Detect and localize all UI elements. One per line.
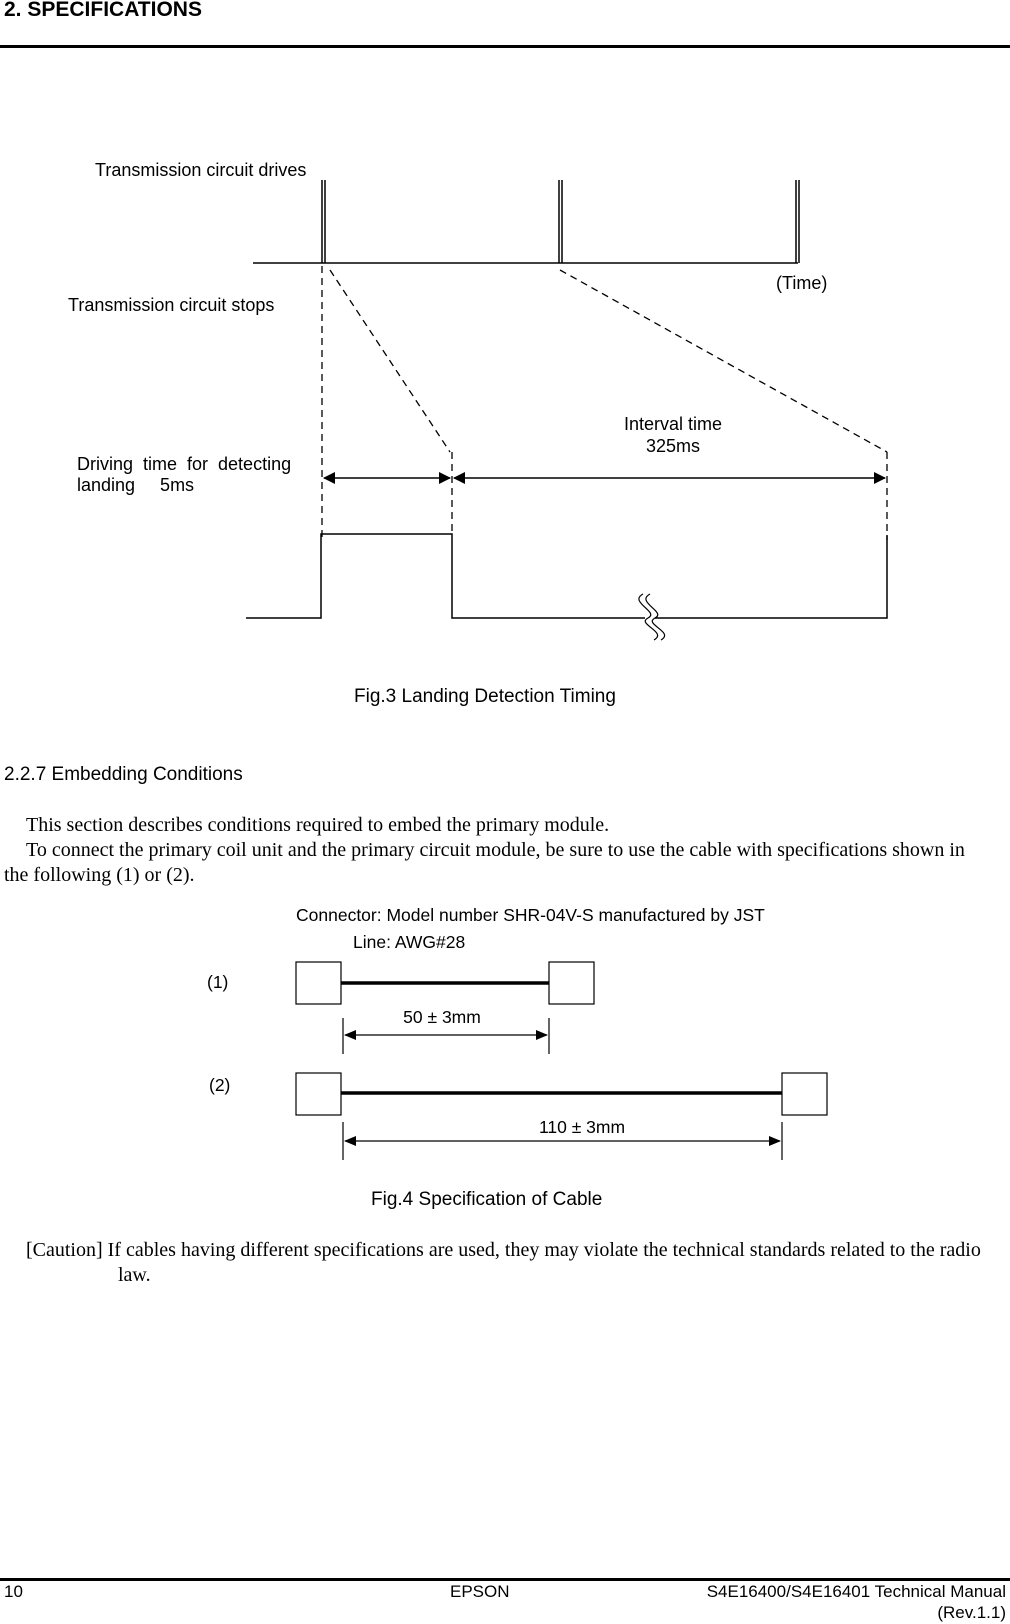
- connector-label: Connector: Model number SHR-04V-S manufactured by JST: [296, 905, 765, 925]
- label-transmission-drives: Transmission circuit drives: [95, 160, 307, 180]
- fig4-caption: Fig.4 Specification of Cable: [371, 1189, 603, 1210]
- landing-detection-timing-diagram: [0, 150, 1010, 650]
- connector-box: [782, 1073, 827, 1115]
- caution-note: [Caution] If cables having different specifications are used, they may violate the technical standards related to the radio law.: [26, 1239, 981, 1286]
- drive-pulse: [559, 180, 562, 263]
- label-interval-value: 325ms: [645, 436, 701, 456]
- break-symbol: [639, 594, 665, 640]
- connector-box: [296, 962, 341, 1004]
- item-1-label: (1): [207, 972, 229, 992]
- cable-specification-diagram: [0, 895, 1010, 1170]
- connector-box: [549, 962, 594, 1004]
- dashed-guide-lines: [322, 266, 887, 540]
- section-heading: 2.2.7 Embedding Conditions: [4, 764, 243, 785]
- page-header-title: 2. SPECIFICATIONS: [4, 0, 202, 21]
- paragraph-2: To connect the primary coil unit and the primary circuit module, be sure to use the cable with specifications shown in the following (1) or (2).: [4, 839, 965, 886]
- footer-company: EPSON: [450, 1582, 510, 1601]
- footer-revision: (Rev.1.1): [937, 1603, 1006, 1622]
- footer-rule: [0, 1578, 1010, 1581]
- detect-waveform-tail: [655, 535, 887, 618]
- paragraph-1: [4, 813, 994, 838]
- fig3-caption: Fig.3 Landing Detection Timing: [354, 686, 616, 707]
- drive-pulse: [796, 180, 799, 263]
- header-rule: [0, 45, 1010, 48]
- label-time: (Time): [776, 273, 828, 293]
- connector-box: [296, 1073, 341, 1115]
- label-interval-time: Interval time: [623, 414, 723, 434]
- footer-page-number: 10: [4, 1582, 23, 1601]
- label-transmission-stops: Transmission circuit stops: [68, 295, 275, 315]
- paragraph-1-text: This section describes conditions required to embed the primary module.: [26, 814, 610, 836]
- label-driving-time-line1: Driving time for detecting: [77, 454, 292, 474]
- item-1-dimension: 50 ± 3mm: [403, 1007, 481, 1027]
- detect-waveform: [246, 534, 645, 618]
- item-2-label: (2): [209, 1075, 231, 1095]
- item-2-dimension: 110 ± 3mm: [538, 1117, 626, 1137]
- label-driving-time-line2: landing 5ms: [77, 475, 195, 495]
- drive-pulse: [322, 180, 325, 263]
- footer-manual-title: S4E16400/S4E16401 Technical Manual: [706, 1582, 1006, 1601]
- line-label: Line: AWG#28: [353, 932, 466, 952]
